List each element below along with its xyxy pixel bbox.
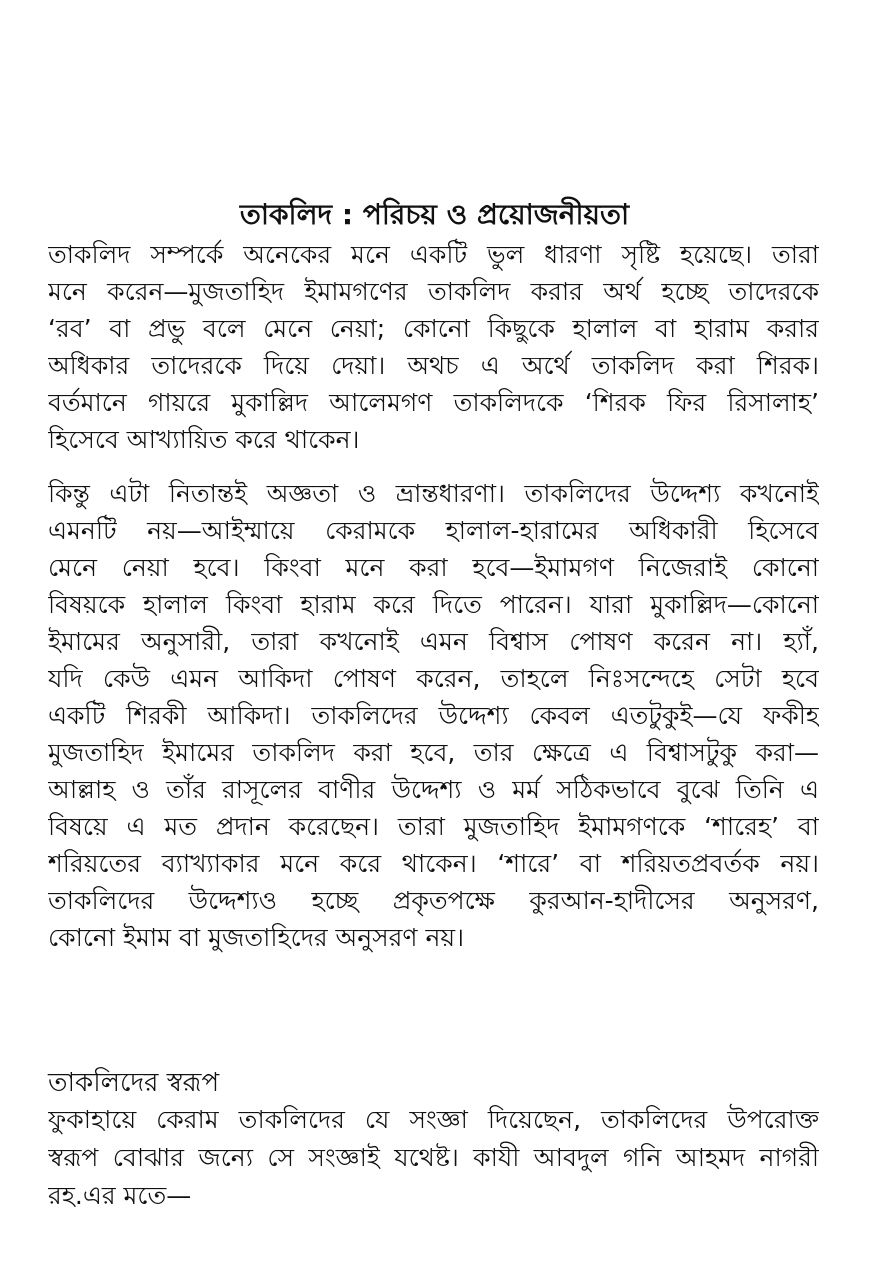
paragraph-definition xyxy=(48,1101,819,1215)
text-line: এমনটি নয়—আইম্মায়ে কেরামকে হালাল-হারামের অধিকারী হিসেবে xyxy=(48,516,819,545)
text-line: ফুকাহায়ে কেরাম তাকলিদের যে সংজ্ঞা দিয়েছেন, তাকলিদের উপরোক্ত xyxy=(48,1105,819,1134)
text-line: যদি কেউ এমন আকিদা পোষণ করেন, তাহলে নিঃসন্দেহে সেটা হবে xyxy=(48,664,819,693)
text-line: তাকলিদের উদ্দেশ্যও হচ্ছে প্রকৃতপক্ষে কুরআন-হাদীসের অনুসরণ, xyxy=(48,886,819,915)
text-line: তাকলিদ সম্পর্কে অনেকের মনে একটি ভুল ধারণা সৃষ্টি হয়েছে। তারা xyxy=(48,240,819,269)
text-line: ইমামের অনুসারী, তারা কখনোই এমন বিশ্বাস পোষণ করেন না। হ্যাঁ, xyxy=(48,627,819,656)
text-line: আল্লাহ ও তাঁর রাসূলের বাণীর উদ্দেশ্য ও মর্ম সঠিকভাবে বুঝে তিনি এ xyxy=(48,775,819,804)
page-title: তাকলিদ : পরিচয় ও প্রয়োজনীয়তা xyxy=(239,198,630,231)
section-heading: তাকলিদের স্বরূপ xyxy=(48,1068,220,1098)
text-line: একটি শিরকী আকিদা। তাকলিদের উদ্দেশ্য কেবল এতটুকুই—যে ফকীহ xyxy=(48,701,819,730)
text-line: রহ.এর মতে— xyxy=(48,1181,192,1210)
text-line: শরিয়তের ব্যাখ্যাকার মনে করে থাকেন। ‘শারে’ বা শরিয়তপ্রবর্তক নয়। xyxy=(48,849,819,878)
text-line: বিষয়ে এ মত প্রদান করেছেন। তারা মুজতাহিদ ইমামগণকে ‘শারেহ’ বা xyxy=(48,812,819,841)
paragraph-intro xyxy=(48,236,819,458)
text-line: কোনো ইমাম বা মুজতাহিদের অনুসরণ নয়। xyxy=(48,923,465,952)
text-line: হিসেবে আখ্যায়িত করে থাকেন। xyxy=(48,425,360,454)
text-line: কিন্তু এটা নিতান্তই অজ্ঞতা ও ভ্রান্তধারণা। তাকলিদের উদ্দেশ্য কখনোই xyxy=(48,479,819,508)
text-line: বিষয়কে হালাল কিংবা হারাম করে দিতে পারেন। যারা মুকাল্লিদ—কোনো xyxy=(48,590,819,619)
paragraph-clarification xyxy=(48,475,819,956)
text-line: মেনে নেয়া হবে। কিংবা মনে করা হবে—ইমামগণ নিজেরাই কোনো xyxy=(48,553,819,582)
text-line: অধিকার তাদেরকে দিয়ে দেয়া। অথচ এ অর্থে তাকলিদ করা শিরক। xyxy=(48,351,819,380)
text-line: মুজতাহিদ ইমামের তাকলিদ করা হবে, তার ক্ষেত্রে এ বিশ্বাসটুকু করা— xyxy=(48,738,819,767)
text-line: ‘রব’ বা প্রভু বলে মেনে নেয়া; কোনো কিছুকে হালাল বা হারাম করার xyxy=(48,314,819,343)
text-line: মনে করেন—মুজতাহিদ ইমামগণের তাকলিদ করার অর্থ হচ্ছে তাদেরকে xyxy=(48,277,819,306)
text-line: বর্তমানে গায়রে মুকাল্লিদ আলেমগণ তাকলিদকে ‘শিরক ফির রিসালাহ’ xyxy=(48,388,819,417)
text-line: স্বরূপ বোঝার জন্যে সে সংজ্ঞাই যথেষ্ট। কাযী আবদুল গনি আহমদ নাগরী xyxy=(48,1143,819,1172)
